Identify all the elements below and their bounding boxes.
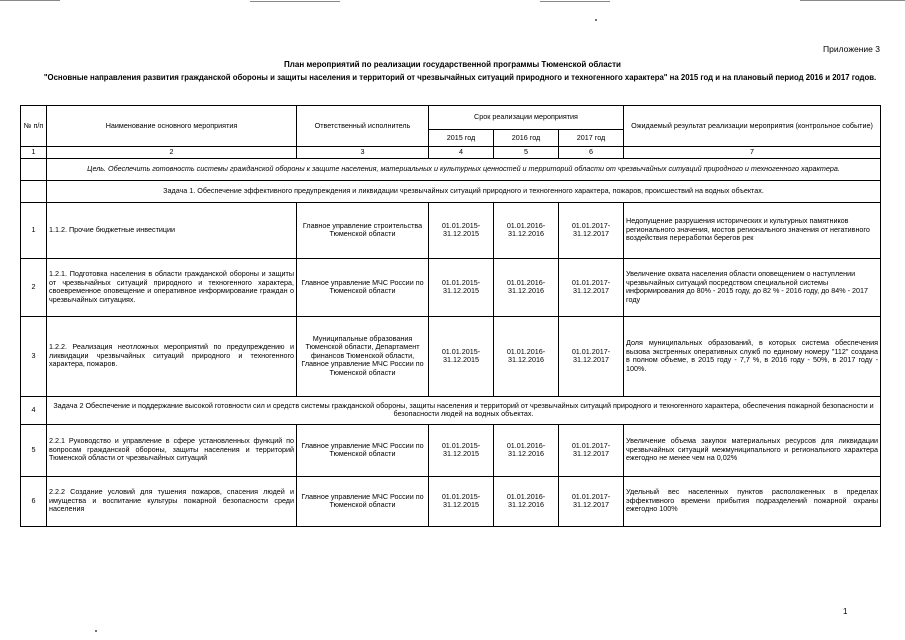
row-executor: Главное управление строительства Тюменской области	[297, 202, 429, 258]
row-period-2017: 01.01.2017-31.12.2017	[559, 316, 624, 396]
row-num: 3	[21, 316, 47, 396]
row-name: 1.1.2. Прочие бюджетные инвестиции	[47, 202, 297, 258]
task2-num: 4	[21, 396, 47, 424]
scan-edge-line	[540, 1, 610, 2]
row-name: 1.2.1. Подготовка населения в области гражданской обороны и защиты от чрезвычайных ситуаций природного и техногенного характера, своевременное оповещение и оперативное информирование граждан о чрезвычайных ситуациях.	[47, 258, 297, 316]
goal-row	[21, 158, 881, 180]
row-name: 2.2.1 Руководство и управление в сфере установленных функций по вопросам гражданской обороны, защиты населения и территорий Тюменской области от чрезвычайных ситуаций	[47, 424, 297, 476]
row-result: Недопущение разрушения исторических и культурных памятников регионального значения, мостов регионального значения от негативного воздействия переработки берегов рек	[624, 202, 881, 258]
row-period-2015: 01.01.2015-31.12.2015	[429, 258, 494, 316]
column-number: 2	[47, 147, 297, 159]
row-result: Доля муниципальных образований, в которых система обеспечения вызова экстренных оперативных служб по единому номеру "112" создана в полном объеме, в 2015 году - 7,7 %, в 2016 году - 50%, в 2017 году - 100%.	[624, 316, 881, 396]
column-number: 1	[21, 147, 47, 159]
goal-text: Цель. Обеспечить готовность системы гражданской обороны к защите населения, материальных и культурных ценностей и территорий области от чрезвычайных ситуаций природного и техногенного характера.	[47, 158, 881, 180]
row-name: 1.2.2. Реализация неотложных мероприятий по предупреждению и ликвидации чрезвычайных ситуаций природного и техногенного характера, пожаров.	[47, 316, 297, 396]
table-row	[21, 258, 881, 316]
task1-row	[21, 180, 881, 202]
row-period-2016: 01.01.2016-31.12.2016	[494, 202, 559, 258]
header-name: Наименование основного мероприятия	[47, 106, 297, 147]
row-num: 2	[21, 258, 47, 316]
row-executor: Главное управление МЧС России по Тюменской области	[297, 424, 429, 476]
row-num: 1	[21, 202, 47, 258]
row-result: Удельный вес населенных пунктов расположенных в пределах эффективного времени прибытия подразделений пожарной охраны ежегодно 100%	[624, 476, 881, 526]
row-period-2015: 01.01.2015-31.12.2015	[429, 316, 494, 396]
table-row	[21, 424, 881, 476]
row-num: 6	[21, 476, 47, 526]
row-period-2017: 01.01.2017-31.12.2017	[559, 258, 624, 316]
column-number: 3	[297, 147, 429, 159]
header-period: Срок реализации мероприятия	[429, 106, 624, 130]
appendix-label: Приложение 3	[823, 44, 880, 54]
row-executor: Главное управление МЧС России по Тюменской области	[297, 476, 429, 526]
scan-edge-line	[250, 1, 340, 2]
goal-empty-cell	[21, 158, 47, 180]
row-period-2016: 01.01.2016-31.12.2016	[494, 476, 559, 526]
column-number: 6	[559, 147, 624, 159]
table-row	[21, 476, 881, 526]
table-row	[21, 202, 881, 258]
header-row	[21, 106, 881, 130]
row-num: 5	[21, 424, 47, 476]
task1-text: Задача 1. Обеспечение эффективного предупреждения и ликвидации чрезвычайных ситуаций природного и техногенного характера, пожаров, происшествий на водных объектах.	[47, 180, 881, 202]
row-period-2016: 01.01.2016-31.12.2016	[494, 258, 559, 316]
column-number: 5	[494, 147, 559, 159]
row-period-2017: 01.01.2017-31.12.2017	[559, 424, 624, 476]
page-number: 1	[843, 607, 848, 616]
row-period-2015: 01.01.2015-31.12.2015	[429, 202, 494, 258]
scan-edge-line	[0, 0, 60, 1]
header-num: № п/п	[21, 106, 47, 147]
column-number: 7	[624, 147, 881, 159]
column-number: 4	[429, 147, 494, 159]
row-result: Увеличение охвата населения области оповещением о наступлении чрезвычайных ситуаций посредством специальной системы информирования до 80% - 2015 году, до 82 % - 2016 году, до 84% - 2017 году	[624, 258, 881, 316]
document-subtitle: "Основные направления развития гражданской обороны и защиты населения и территорий от чрезвычайных ситуаций природного и техногенного характера" на 2015 год и на плановый период 2016 и 2017 годов.	[43, 73, 877, 82]
row-period-2016: 01.01.2016-31.12.2016	[494, 424, 559, 476]
document-title: План мероприятий по реализации государственной программы Тюменской области	[284, 60, 621, 69]
row-period-2015: 01.01.2015-31.12.2015	[429, 424, 494, 476]
header-year-2015: 2015 год	[429, 130, 494, 147]
row-executor: Муниципальные образования Тюменской области, Департамент финансов Тюменской области, Главное управление МЧС России по Тюменской области	[297, 316, 429, 396]
row-result: Увеличение объема закупок материальных ресурсов для ликвидации чрезвычайных ситуаций межмуниципального и регионального характера ежегодно не менее чем на 0,02%	[624, 424, 881, 476]
scan-speck	[95, 630, 97, 632]
header-year-2017: 2017 год	[559, 130, 624, 147]
row-period-2016: 01.01.2016-31.12.2016	[494, 316, 559, 396]
task1-empty-cell	[21, 180, 47, 202]
table-row	[21, 316, 881, 396]
row-name: 2.2.2 Создание условий для тушения пожаров, спасения людей и имущества и воспитание культуры пожарной безопасности среди населения	[47, 476, 297, 526]
column-numbers-row	[21, 147, 881, 159]
task2-row	[21, 396, 881, 424]
header-year-2016: 2016 год	[494, 130, 559, 147]
header-result: Ожидаемый результат реализации мероприятия (контрольное событие)	[624, 106, 881, 147]
task2-text: Задача 2 Обеспечение и поддержание высокой готовности сил и средств системы гражданской обороны, защиты населения и территорий от чрезвычайных ситуаций природного и техногенного характера, обеспечения пожарной безопасности и безопасности людей на водных объектах.	[47, 396, 881, 424]
row-period-2017: 01.01.2017-31.12.2017	[559, 476, 624, 526]
header-executor: Ответственный исполнитель	[297, 106, 429, 147]
row-period-2015: 01.01.2015-31.12.2015	[429, 476, 494, 526]
scan-speck	[595, 19, 597, 21]
plan-table	[20, 105, 881, 527]
row-executor: Главное управление МЧС России по Тюменской области	[297, 258, 429, 316]
row-period-2017: 01.01.2017-31.12.2017	[559, 202, 624, 258]
scan-edge-line	[800, 0, 905, 1]
